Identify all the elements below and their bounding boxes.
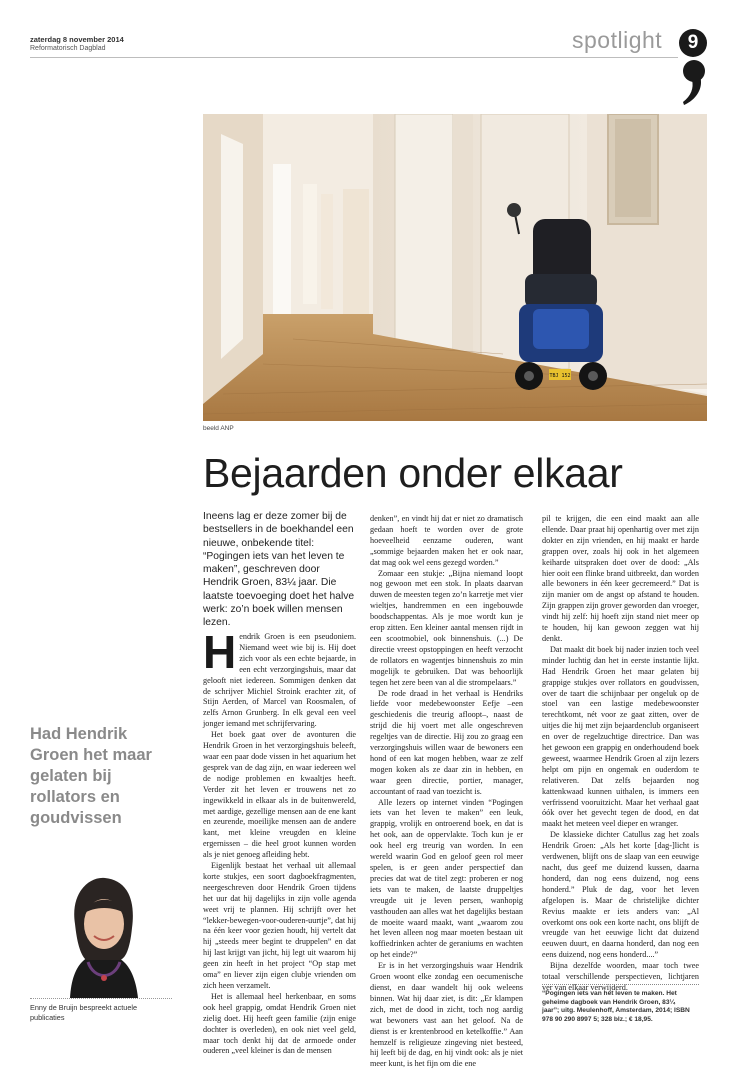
paragraph: Alle lezers op internet vinden “Pogingen iets van het leven te maken” een leuk, grappig, vrolijk en ontroerend boek, en dat is het ook, aan de oppervlakte. Toch kun je er ook heel erg treurig van worden. In een wereld waarin God en geloof geen rol meer spelen, is er geen ander perspectief dan precies dat wat de titel zegt: proberen er nog iets van te maken, de laatste druppeltjes vreugde uit je leven persen, wanhopig vasthouden aan alles wat het dagelijks bestaan de moeite waard maakt, want „waarom zou het leven alleen nog maar moeten bestaan uit koffiedrinken achter de geraniums en wachten op het einde?” <box>370 797 523 960</box>
comma-logo-icon <box>680 60 706 106</box>
paragraph: denken”, en vindt hij dat er niet zo dramatisch gedaan hoeft te worden over de grote hoeveelheid eenzame ouderen, want „sommige bejaarden maken het er ook naar, dat mag ook wel eens gezegd worden.” <box>370 514 523 567</box>
author-portrait <box>30 862 172 998</box>
article-headline: Bejaarden onder elkaar <box>203 450 623 496</box>
author-caption: Enny de Bruijn bespreekt actuele publicaties <box>30 1003 138 1022</box>
section-title: spotlight <box>572 27 663 53</box>
license-plate: TBJ 152 <box>549 373 571 379</box>
article-column-1 <box>203 626 356 1057</box>
caption-divider <box>30 998 172 999</box>
page-number-badge: 9 <box>679 29 707 57</box>
book-info-divider <box>542 984 699 985</box>
header-divider <box>30 57 678 58</box>
paragraph: Dat maakt dit boek bij nader inzien toch veel minder luchtig dan het in eerste instantie lijkt. Had Hendrik Groen het maar gelaten bij grappige stukjes over rollators en goudvissen, over de taart die schijnbaar per ongeluk op de stoel van een lastige medebewoonster terechtkomt, nét voor ze gaat zitten, over de uitjes die hij met zijn bejaardenclub organiseert en over de regelzuchtige directrice. Dan was het gewoon een grappig en onderhoudend boek geweest, waarmee Hendrik Groen al zijn lezers helpt om pijn en ongemak en ouderdom te relativeren. Dat zelfs bejaarden nog kattenkwaad kunnen uithalen, is immers een verfrissend vooruitzicht. Maar het verhaal gaat óók over het gevecht tegen de dood, en dat maakt het meteen veel dieper en wranger. <box>542 644 699 829</box>
paragraph: Zomaar een stukje: „Bijna niemand loopt nog gewoon met een stok. In plaats daarvan duwen de meesten tegen zo’n karretje met vier wieltjes, handremmen en een ingebouwde boodschappentas. Als je moe wordt kun je erop zitten. Een kleiner aantal mensen rijdt in een scootmobiel, ook binnenshuis. (...) De directie vreest opstoppingen en heeft verzocht de rollators en wagentjes binnenshuis zo min mogelijk te gebruiken. Dat was behoorlijk tegen het zere been van al die strompelaars.” <box>370 568 523 687</box>
book-info: “Pogingen iets van het leven te maken. Het geheime dagboek van Hendrik Groen, 83¼ jaar”; uitg. Meulenhoff, Amsterdam, 2014; ISBN 978 90 290 8997 5; 328 blz.; € 18,95. <box>542 990 690 1023</box>
paragraph: Het boek gaat over de avonturen die Hendrik Groen in het verzorgingshuis beleeft, waar een paar dode vissen in het aquarium het gesprek van de dag zijn, en waar iedereen wel de nodige problemen en kwaaltjes heeft. Verder zit het leven er trouwens net zo ingewikkeld in elkaar als in de buitenwereld, met aardige, gezellige mensen aan de ene kant en zeurende, moeilijke mensen aan de andere kant, met kleine vreugden en kleine ergernissen – die heel groot kunnen worden als je niet genoeg afleiding hebt. <box>203 730 356 860</box>
paragraph: Bijna dezelfde woorden, maar toch twee totaal verschillende perspectieven, lichtjaren ver van elkaar verwijderd. <box>542 961 699 992</box>
paragraph: Hendrik Groen is een pseudoniem. Niemand weet wie bij is. Hij doet zich voor als een echte bejaarde, in een echt verzorgingshuis, maar dat gelooft niet iedereen. Sommigen denken dat de schrijver Michiel Stroink erachter zit, of Stijn Aerden, of Marcel van Roosmalen, of zelfs Arnon Grunberg. In elk geval een veel jonger iemand met schrijfervaring. <box>203 626 356 729</box>
paragraph: Eigenlijk bestaat het verhaal uit allemaal korte stukjes, een soort dagboekfragmenten, neergeschreven door Hendrik Groen tijdens het uur dat hij dagelijks in zijn volle agenda weet vrij te plannen. Hij schrijft over het “lekker-bewegen-voor-ouderen-uurtje”, dat hij na één keer voor gezien houdt, hij vertelt dat hij „steeds meer begint te druppelen” en dat hij last krijgt van jicht, hij legt uit waarom hij geen zin heeft in het project “Op stap met oma” en liever zijn eigen clubje vrienden om zich heen verzamelt. <box>203 861 356 990</box>
paragraph: De klassieke dichter Catullus zag het zoals Hendrik Groen: „Als het korte [dag-]licht is verdwenen, blijft ons de slaap van een eeuwige nacht, dus geef me duizend kussen, daarna honderd, dan nog eens duizend, nog eens honderd.” Pluk de dag, voor het leven afgelopen is. Maar de christelijke dichter Revius maakte er iets anders van: „Al overkomt ons ook een korte nacht, ons blijft de vreugde van het eeuwige licht dat duizend eeuwen duurt, en daarna honderd, dan nog een eens duizend, nog eens honderd....” <box>542 830 699 960</box>
article-column-2 <box>370 514 523 1070</box>
hallway-scooter-photo <box>203 114 707 421</box>
newspaper-name: Reformatorisch Dagblad <box>30 45 106 52</box>
drop-cap: H <box>203 626 237 678</box>
paragraph: Het is allemaal heel herkenbaar, en soms ook heel grappig, omdat Hendrik Groen niet zielig doet. Hij heeft geen familie (zijn enige dochter is overleden), en ook niet veel geld, maar toch denkt hij dat de armoede onder ouderen „veel kleiner is dan de mensen <box>203 991 356 1056</box>
photo-credit: beeld ANP <box>203 425 234 432</box>
edition-date: zaterdag 8 november 2014 <box>30 35 124 44</box>
paragraph: Er is in het verzorgingshuis waar Hendrik Groen woont elke zondag een oecumenische dienst, en daar wandelt hij ook weleens binnen. Wat hij daar ziet, is dit: „Er klampen zich, met de dood in zicht, toch nog aardig wat bewoners vast aan het geloof. Na de dienst is er krentenbrood en ketelkoffie.” Aan hemzelf is religieuze zingeving niet besteed, hij leeft bij de dag, en hij vindt ook: als je niet meer kunt, is het fijn om die ene <box>370 961 523 1069</box>
article-column-3 <box>542 514 699 994</box>
article-intro: Ineens lag er deze zomer bij de bestsellers in de boekhandel een nieuwe, onbekende titel: “Pogingen iets van het leven te maken”, geschreven door Hendrik Groen, 83¼ jaar. Die laatste toevoeging doet het halve werk: zo’n boek willen mensen lezen. <box>203 511 355 629</box>
paragraph: pil te krijgen, die een eind maakt aan alle ellende. Daar praat hij openhartig over met zijn dokter en zijn vrienden, en hij maakt er harde grappen over, zoals hij ook in het algemeen keiharde uitspraken doet over de dood: „Als hier ooit een flinke brand uitbreekt, dan worden alle bewoners in één keer gecremeerd.” Dat is zijn manier om de angst op afstand te houden. Zijn grappen zijn grover geworden dan vroeger, vindt hij zelf: hij hoeft zijn stand niet meer op te houden, hij kan gewoon zeggen wat hij denkt. <box>542 514 699 643</box>
paragraph: De rode draad in het verhaal is Hendriks liefde voor medebewoonster Eefje –een geschiedenis die treurig afloopt–, naast de strijd die hij voert met alle ongeschreven regeltjes van de directie. Hij zou zo graag een verzorgingshuis willen waar de bewoners een hond of een kat mogen hebben, waar ze zelf mogen koken als ze daar zin in hebben, en waar geen directie, portier, manager, accountant of raad van toezicht is. <box>370 688 523 796</box>
pull-quote: Had Hendrik Groen het maar gelaten bij rollators en goudvissen <box>30 725 152 827</box>
